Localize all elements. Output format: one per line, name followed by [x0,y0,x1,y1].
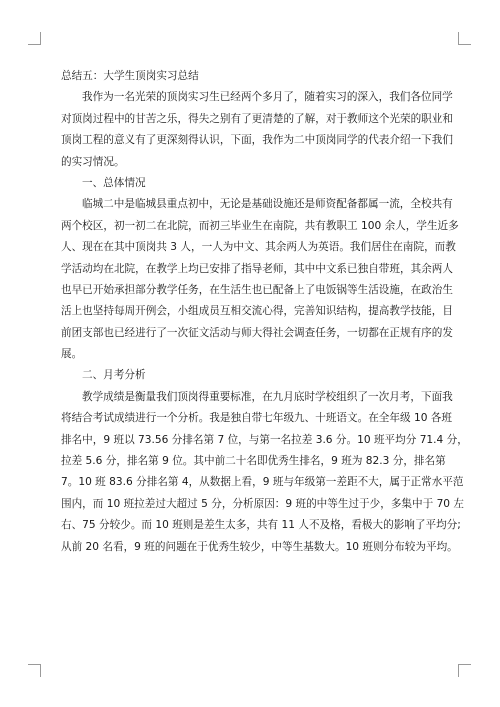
paragraph-1-line-1: 我作为一名光荣的顶岗实习生已经两个多月了，随着实习的深入，我们各位同学 [82,91,453,104]
paragraph-3-line-5: 7。10 班 83.6 分排名第 4，从数据上看，9 班与年级第一差距不大，属于正常水平范 [61,476,464,489]
paragraph-3-line-2: 将结合考试成绩进行一个分析。我是独自带七年级九、十班语文。在全年级 10 各班 [61,412,452,425]
document-title: 总结五：大学生顶岗实习总结 [61,70,199,82]
paragraph-1-line-3: 顶岗工程的意义有了更深刻得认识，下面，我作为二中顶岗同学的代表介绍一下我们 [61,134,453,147]
paragraph-2-line-8: 展。 [61,348,83,361]
paragraph-2-line-6: 活上也坚持每周开例会，小组成员互相交流心得，完善知识结构，提高教学技能，目 [61,305,453,318]
paragraph-1-line-4: 的实习情况。 [61,155,125,168]
paragraph-3-line-6: 围内，而 10 班拉差过大超过 5 分，分析原因：9 班的中等生过于少，多集中于 70 左 [61,497,465,510]
section-heading-exam-analysis: 二、月考分析 [82,369,146,382]
crop-mark-top-left [28,32,41,45]
paragraph-2-line-2: 两个校区，初一初二在北院，而初三毕业生在南院，共有教职工 100 余人，学生近多 [61,219,459,232]
paragraph-3-line-7: 右、75 分较少。而 10 班则是差生太多，共有 11 人不及格，看极大的影响了平均分; [61,519,461,532]
paragraph-3-line-8: 从前 20 名看，9 班的问题在于优秀生较少，中等生基数大。10 班则分布较为平均。 [61,540,458,553]
paragraph-2-line-1: 临城二中是临城县重点初中，无论是基础设施还是师资配备都属一流，全校共有 [82,198,453,211]
paragraph-3-line-1: 教学成绩是衡量我们顶岗得重要标准，在九月底时学校组织了一次月考，下面我 [82,390,453,403]
paragraph-2-line-5: 也早已开始承担部分教学任务，在生活生也已配备上了电饭锅等生活设施，在政治生 [61,283,453,296]
paragraph-2-line-4: 学活动均在北院，在教学上均已安排了指导老师，其中中文系已独自带班，其余两人 [61,262,453,275]
crop-mark-bottom-right [458,664,471,677]
paragraph-3-line-3: 排名中，9 班以 73.56 分排名第 7 位，与第一名拉差 3.6 分。10 班平均分 71.4 分， [61,433,468,446]
section-heading-overview: 一、总体情况 [82,176,146,189]
paragraph-2-line-7: 前团支部也已经进行了一次征文活动与师大得社会调查任务，一切都在正规有序的发 [61,326,453,339]
crop-mark-top-right [458,32,471,45]
document-body [61,66,468,558]
crop-mark-bottom-left [28,664,41,677]
paragraph-3-line-4: 拉差 5.6 分，排名第 9 位。其中前二十名即优秀生排名，9 班为 82.3 分，排名第 [61,455,446,468]
paragraph-2-line-3: 人、现在在其中顶岗共 3 人，一人为中文、其余两人为英语。我们居住在南院，而教 [61,241,456,254]
paragraph-1-line-2: 对顶岗过程中的甘苦之乐，得失之别有了更清楚的了解，对于教师这个光荣的职业和 [61,112,453,125]
